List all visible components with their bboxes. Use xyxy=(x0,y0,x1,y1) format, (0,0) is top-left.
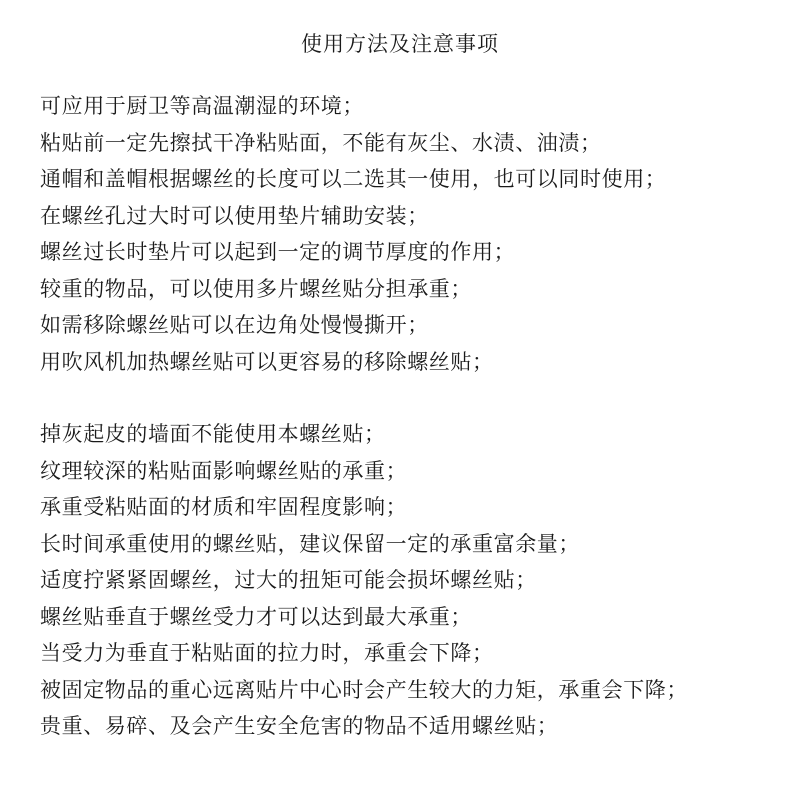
caution-note: 螺丝贴垂直于螺丝受力才可以达到最大承重； xyxy=(40,604,472,629)
caution-note: 贵重、易碎、及会产生安全危害的物品不适用螺丝贴； xyxy=(40,714,559,738)
usage-note: 较重的物品，可以使用多片螺丝贴分担承重； xyxy=(40,276,472,301)
caution-note: 当受力为垂直于粘贴面的拉力时，承重会下降； xyxy=(40,641,494,665)
usage-note: 如需移除螺丝贴可以在边角处慢慢撕开； xyxy=(40,313,429,337)
usage-note: 用吹风机加热螺丝贴可以更容易的移除螺丝贴； xyxy=(40,349,494,374)
usage-note: 可应用于厨卫等高温潮湿的环境； xyxy=(40,94,364,118)
usage-note: 粘贴前一定先擦拭干净粘贴面，不能有灰尘、水渍、油渍； xyxy=(40,130,602,155)
caution-note: 适度拧紧紧固螺丝，过大的扭矩可能会损坏螺丝贴； xyxy=(40,568,537,592)
usage-note: 螺丝过长时垫片可以起到一定的调节厚度的作用； xyxy=(40,240,516,264)
caution-note: 纹理较深的粘贴面影响螺丝贴的承重； xyxy=(40,458,408,483)
caution-note: 长时间承重使用的螺丝贴，建议保留一定的承重富余量； xyxy=(40,531,580,556)
usage-note: 通帽和盖帽根据螺丝的长度可以二选其一使用，也可以同时使用； xyxy=(40,167,667,191)
usage-notes-list xyxy=(40,88,780,380)
cautions-list xyxy=(40,416,780,745)
caution-note: 承重受粘贴面的材质和牢固程度影响； xyxy=(40,495,408,519)
page-title: 使用方法及注意事项 xyxy=(301,32,499,56)
caution-note: 被固定物品的重心远离贴片中心时会产生较大的力矩，承重会下降； xyxy=(40,677,688,702)
usage-note: 在螺丝孔过大时可以使用垫片辅助安装； xyxy=(40,203,429,228)
caution-note: 掉灰起皮的墙面不能使用本螺丝贴； xyxy=(40,422,386,446)
